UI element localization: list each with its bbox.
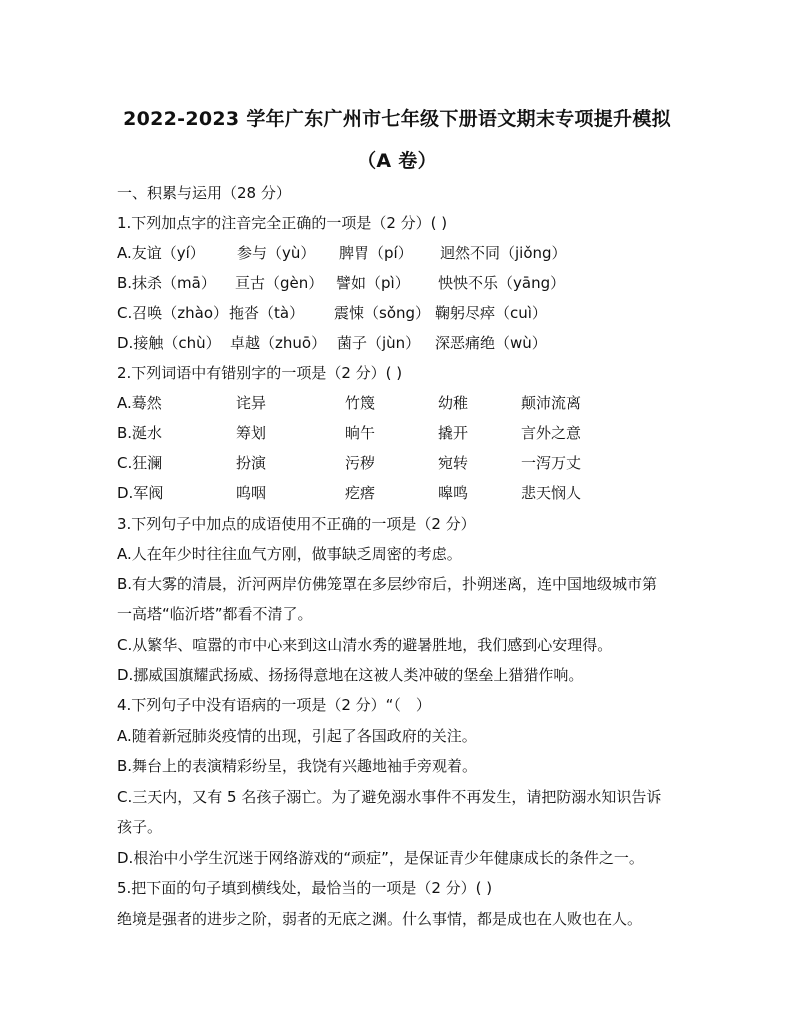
option-item: 污秽 <box>345 454 376 472</box>
question-5-stem: 5.把下面的句子填到横线处，最恰当的一项是（2 分）( ) <box>117 879 493 897</box>
option-item: 颠沛流离 <box>521 394 582 412</box>
question-4-option-c-continued: 孩子。 <box>117 818 163 836</box>
option-item: C.召唤（zhào） <box>117 304 228 322</box>
option-item: 竹篾 <box>345 394 376 412</box>
option-item: 拖沓（tà） <box>229 304 305 322</box>
option-item: 撬开 <box>438 424 469 442</box>
page-subtitle: （A 卷） <box>357 150 437 172</box>
question-5-text: 绝境是强者的进步之阶，弱者的无底之渊。什么事情，都是成也在人败也在人。 <box>117 910 643 928</box>
option-item: 扮演 <box>236 454 267 472</box>
option-item: 譬如（pì） <box>336 274 410 292</box>
option-item: 参与（yù） <box>237 244 316 262</box>
question-3-option-b-continued: 一高塔“临沂塔”都看不清了。 <box>117 605 313 623</box>
option-item: 悲天悯人 <box>521 484 582 502</box>
option-item: 深恶痛绝（wù） <box>435 334 547 352</box>
option-item: 脾胃（pí） <box>339 244 413 262</box>
page-title: 2022-2023 学年广东广州市七年级下册语文期末专项提升模拟 <box>123 108 671 130</box>
question-2-stem: 2.下列词语中有错别字的一项是（2 分）( ) <box>117 364 403 382</box>
option-item: 宛转 <box>438 454 469 472</box>
option-item: A.友谊（yí） <box>117 244 205 262</box>
option-item: 怏怏不乐（yāng） <box>438 274 566 292</box>
option-item: 卓越（zhuō） <box>230 334 327 352</box>
question-3-option-c: C.从繁华、喧嚣的市中心来到这山清水秀的避暑胜地，我们感到心安理得。 <box>117 636 613 654</box>
question-4-stem: 4.下列句子中没有语病的一项是（2 分）“（ ） <box>117 696 431 714</box>
option-item: 亘古（gèn） <box>235 274 324 292</box>
option-item: 言外之意 <box>521 424 582 442</box>
question-4-option-b: B.舞台上的表演精彩纷呈，我饶有兴趣地袖手旁观着。 <box>117 757 478 775</box>
option-item: 晌午 <box>345 424 376 442</box>
question-4-option-a: A.随着新冠肺炎疫情的出现，引起了各国政府的关注。 <box>117 727 477 745</box>
option-item: 震悚（sǒng） <box>334 304 431 322</box>
question-1-stem: 1.下列加点字的注音完全正确的一项是（2 分）( ) <box>117 214 448 232</box>
option-item: B.涎水 <box>117 424 163 442</box>
option-item: 迥然不同（jiǒng） <box>440 244 567 262</box>
option-item: 嗥鸣 <box>438 484 469 502</box>
option-item: D.接触（chù） <box>117 334 221 352</box>
option-item: 筹划 <box>236 424 267 442</box>
option-item: 幼稚 <box>438 394 469 412</box>
option-item: 疙瘩 <box>345 484 376 502</box>
question-3-option-d: D.挪威国旗耀武扬威、扬扬得意地在这被人类冲破的堡垒上猎猎作响。 <box>117 666 584 684</box>
option-item: 一泻万丈 <box>521 454 582 472</box>
option-item: 诧异 <box>236 394 267 412</box>
option-item: 菌子（jùn） <box>337 334 421 352</box>
option-item: C.狂澜 <box>117 454 163 472</box>
option-item: 呜咽 <box>236 484 267 502</box>
question-3-stem: 3.下列句子中加点的成语使用不正确的一项是（2 分） <box>117 515 476 533</box>
question-3-option-b: B.有大雾的清晨，沂河两岸仿佛笼罩在多层纱帘后，扑朔迷离，连中国地级城市第 <box>117 575 658 593</box>
option-item: B.抹杀（mā） <box>117 274 216 292</box>
option-item: D.军阀 <box>117 484 164 502</box>
question-4-option-c: C.三天内，又有 5 名孩子溺亡。为了避免溺水事件不再发生，请把防溺水知识告诉 <box>117 788 662 806</box>
section-heading: 一、积累与运用（28 分） <box>117 184 291 202</box>
question-4-option-d: D.根治中小学生沉迷于网络游戏的“顽症”，是保证青少年健康成长的条件之一。 <box>117 849 644 867</box>
option-item: A.蓦然 <box>117 394 162 412</box>
question-3-option-a: A.人在年少时往往血气方刚，做事缺乏周密的考虑。 <box>117 545 462 563</box>
option-item: 鞠躬尽瘁（cuì） <box>435 304 547 322</box>
